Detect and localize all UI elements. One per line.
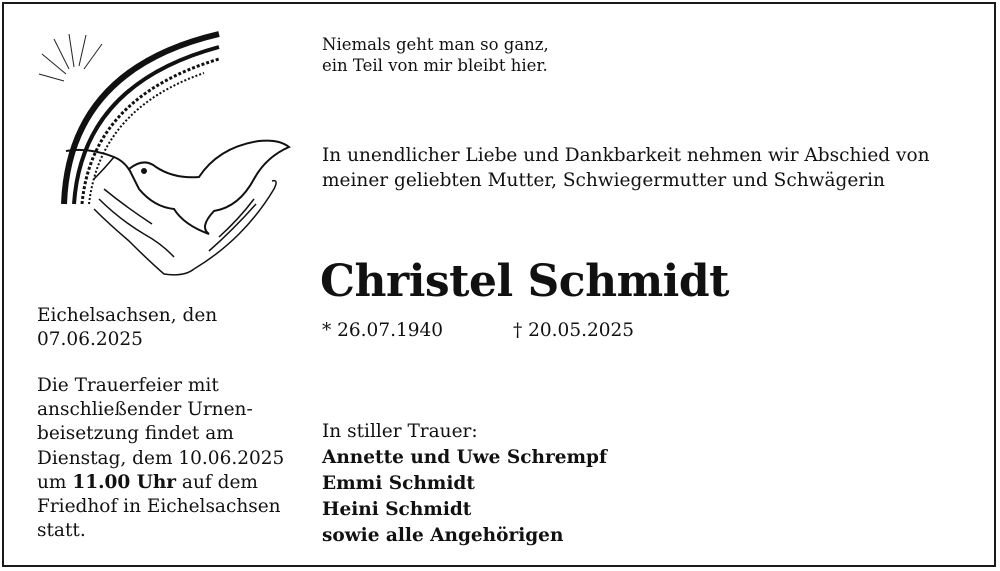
dove-icon: [66, 141, 289, 234]
mourners-block: [322, 419, 607, 549]
obituary-frame: [2, 2, 996, 567]
place-and-date: [37, 304, 287, 352]
life-dates: [322, 319, 635, 343]
deceased-name: Christel Schmidt: [320, 256, 729, 307]
intro-line: meiner geliebten Mutter, Schwiegermutter und Schwägerin: [322, 170, 885, 191]
mourner-name: Heini Schmidt: [322, 499, 472, 520]
mourners-heading: In stiller Trauer:: [322, 421, 478, 442]
intro-line: In unendlicher Liebe und Dankbarkeit nehmen wir Abschied von: [322, 145, 930, 166]
mourner-name: Emmi Schmidt: [322, 473, 475, 494]
ceremony-text: auf dem: [176, 471, 258, 493]
motto-line: Niemals geht man so ganz,: [322, 35, 549, 54]
sun-rays: [39, 34, 102, 81]
ceremony-time: 11.00 Uhr: [72, 471, 177, 493]
ceremony-notice: [37, 374, 297, 543]
mourner-name: sowie alle Angehörigen: [322, 525, 564, 546]
place-line: Eichelsachsen, den: [37, 305, 218, 326]
ceremony-line: beisetzung findet am: [37, 423, 234, 445]
mourner-name: Annette und Uwe Schrempf: [322, 447, 607, 468]
motto-verse: [322, 34, 549, 76]
ceremony-line: anschließender Urnen-: [37, 399, 253, 421]
birth-date: * 26.07.1940: [322, 320, 444, 341]
ceremony-line: Friedhof in Eichelsachsen: [37, 496, 281, 518]
ceremony-line: Dienstag, dem 10.06.2025: [37, 447, 285, 469]
ceremony-text: um: [37, 471, 73, 493]
ceremony-line: Die Trauerfeier mit: [37, 375, 219, 396]
motto-line: ein Teil von mir bleibt hier.: [322, 56, 548, 75]
ceremony-line: [37, 471, 297, 495]
ceremony-line: statt.: [37, 520, 86, 542]
farewell-intro: [322, 143, 930, 193]
death-date: † 20.05.2025: [513, 320, 635, 341]
date-line: 07.06.2025: [37, 329, 143, 350]
dove-hands-rainbow-icon: [34, 29, 294, 284]
